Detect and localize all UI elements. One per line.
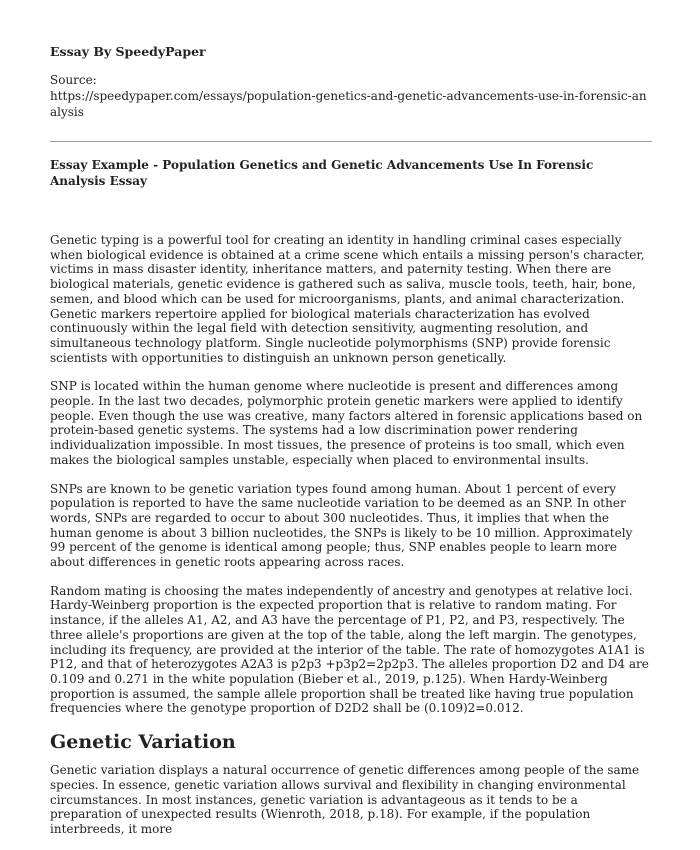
source-url[interactable]: https://speedypaper.com/essays/population-genetics-and-genetic-advancements-use-in-forensic-analysis [50, 89, 647, 119]
section-paragraph-1: Genetic variation displays a natural occurrence of genetic differences among people of the same species. In essence, genetic variation allows survival and flexibility in changing environmental circumstances. In most instances, genetic variation is advantageous as it tends to be a preparation of unexpected results (Wienroth, 2018, p.18). For example, if the population interbreeds, it more [50, 763, 640, 836]
section-heading-genetic-variation: Genetic Variation [50, 731, 236, 754]
paragraph-4: Random mating is choosing the mates independently of ancestry and genotypes at relative loci. Hardy-Weinberg proportion is the expected proportion that is relative to random mating. For instance, if the alleles A1, A2, and A3 have the percentage of P1, P2, and P3, respectively. The three allele's proportions are given at the top of the table, along the left margin. The genotypes, including its frequency, are provided at the interior of the table. The rate of homozygotes A1A1 is P12, and that of heterozygotes A2A3 is p2p3 +p3p2=2p2p3. The alleles proportion D2 and D4 are 0.109 and 0.271 in the white population (Bieber et al., 2019, p.125). When Hardy-Weinberg proportion is assumed, the sample allele proportion shall be treated like having true population frequencies where the genotype proportion of D2D2 shall be (0.109)2=0.012. [50, 583, 649, 716]
brand-title: Essay By SpeedyPaper [50, 44, 206, 59]
paragraph-1: Genetic typing is a powerful tool for creating an identity in handling criminal cases especially when biological evidence is obtained at a crime scene which entails a missing person's character, victims in mass disaster identity, inheritance matters, and paternity testing. When there are biological materials, genetic evidence is gathered such as saliva, muscle tools, teeth, hair, bone, semen, and blood which can be used for microorganisms, plants, and animal characterization. Genetic markers repertoire applied for biological materials characterization has evolved continuously within the legal field with detection sensitivity, augmenting resolution, and simultaneous technology platform. Single nucleotide polymorphisms (SNP) provide forensic scientists with opportunities to distinguish an unknown person genetically. [50, 233, 645, 365]
source-label: Source: [50, 73, 97, 87]
paragraph-2: SNP is located within the human genome where nucleotide is present and differences among people. In the last two decades, polymorphic protein genetic markers were applied to identify people. Even though the use was creative, many factors altered in forensic applications based on protein-based genetic systems. The systems had a low discrimination power rendering individualization impossible. In most tissues, the presence of proteins is too small, which even makes the biological samples unstable, especially when placed to environmental insults. [50, 379, 643, 467]
header-divider [50, 141, 652, 142]
paragraph-3: SNPs are known to be genetic variation types found among human. About 1 percent of every population is reported to have the same nucleotide variation to be deemed as an SNP. In other words, SNPs are regarded to occur to about 300 nucleotides. Thus, it implies that when the human genome is about 3 billion nucleotides, the SNPs is likely to be 10 million. Approximately 99 percent of the genome is identical among people; thus, SNP enables people to learn more about differences in genetic roots appearing across races. [50, 481, 633, 570]
essay-title: Essay Example - Population Genetics and Genetic Advancements Use In Forensic Analysis Essay [50, 158, 594, 188]
